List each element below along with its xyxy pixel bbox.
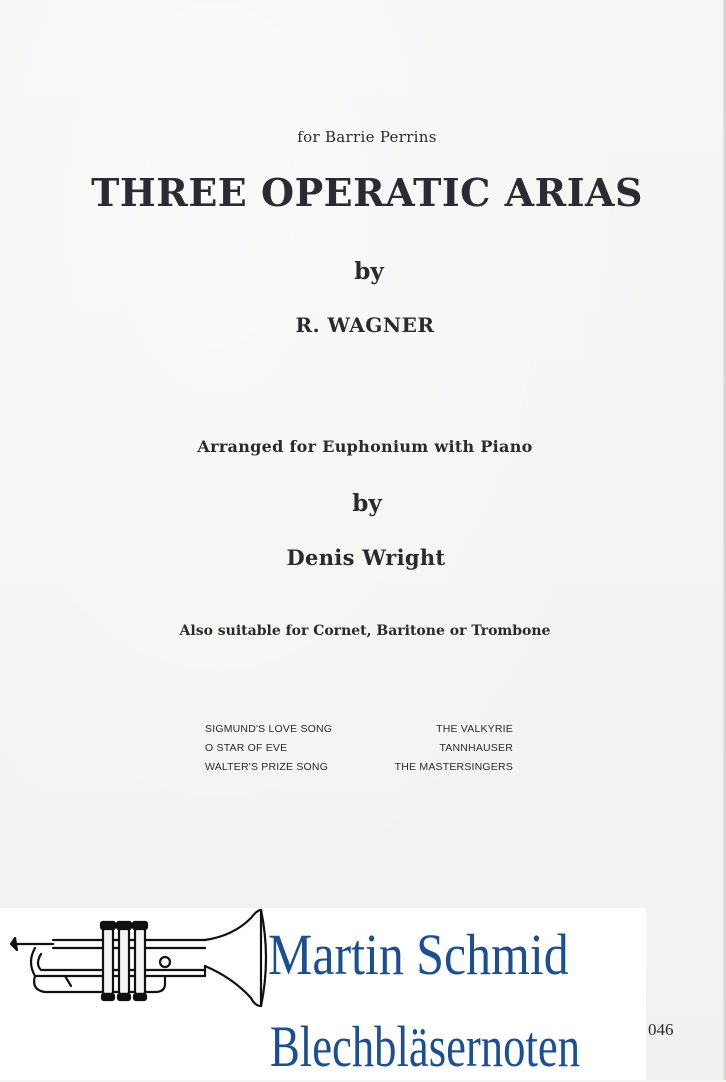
publisher-name-line2: Blechbläsernoten <box>270 1014 581 1079</box>
page-title: THREE OPERATIC ARIAS <box>91 170 643 215</box>
opera-title: TANNHAUSER <box>439 742 513 754</box>
song-title: O STAR OF EVE <box>205 742 288 754</box>
arrangement-note: Arranged for Euphonium with Piano <box>197 437 533 456</box>
song-title: WALTER'S PRIZE SONG <box>205 761 329 773</box>
trumpet-icon <box>5 906 273 1012</box>
song-row <box>205 758 513 777</box>
opera-title: THE MASTERSINGERS <box>394 761 513 773</box>
by-arranger-label: by <box>352 490 382 517</box>
song-title: SIGMUND'S LOVE SONG <box>205 723 333 735</box>
arranger-name: Denis Wright <box>286 545 446 570</box>
composer-name: R. WAGNER <box>295 313 435 337</box>
song-row <box>205 739 513 758</box>
catalog-number: 046 <box>648 1020 674 1039</box>
song-list <box>205 720 513 777</box>
opera-title: THE VALKYRIE <box>436 723 513 735</box>
instrument-note: Also suitable for Cornet, Baritone or Trombone <box>179 623 551 639</box>
dedication: for Barrie Perrins <box>297 128 437 146</box>
publisher-name-line1: Martin Schmid <box>268 922 569 987</box>
song-row <box>205 720 513 739</box>
by-label: by <box>354 258 384 285</box>
